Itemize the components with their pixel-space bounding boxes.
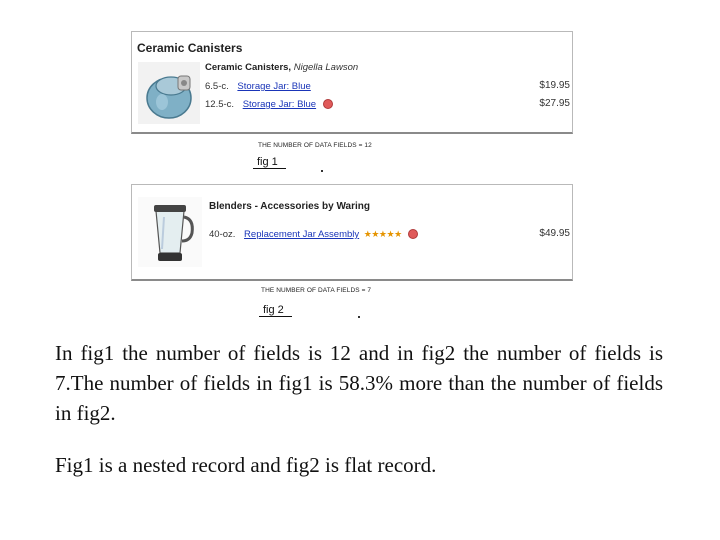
target-icon	[408, 229, 418, 239]
fig2-title: Blenders - Accessories by Waring	[209, 201, 370, 212]
fig1-row-2-size: 12.5-c.	[205, 99, 235, 110]
fig2-field-count-note: THE NUMBER OF DATA FIELDS = 7	[261, 287, 372, 294]
conclusion-paragraph: Fig1 is a nested record and fig2 is flat record.	[55, 453, 437, 477]
fig1-row-1-link[interactable]: Storage Jar: Blue	[237, 81, 311, 92]
fig1-row-2-link[interactable]: Storage Jar: Blue	[242, 99, 317, 110]
fig2-row	[209, 229, 418, 240]
fig1-row-2-price: $27.95	[539, 98, 570, 109]
fig1-caption: fig 1	[253, 157, 286, 169]
fig2-size: 40-oz.	[209, 229, 236, 240]
fig1-product-name: Ceramic Canisters,	[205, 62, 292, 73]
blender-jar-image	[138, 197, 202, 267]
fig1-product-line	[205, 62, 358, 73]
rating-stars: ★★★★★	[363, 229, 402, 239]
explanation-paragraph: In fig1 the number of fields is 12 and in fig2 the number of fields is 7.The number of fields in fig1 is 58.3% more than the number of fields in fig2.	[55, 341, 663, 425]
fig1-row-1-price: $19.95	[539, 80, 570, 91]
canister-image	[138, 62, 200, 124]
target-icon	[323, 99, 333, 109]
fig1-author: Nigella Lawson	[293, 62, 359, 73]
fig1-row-1	[205, 81, 311, 92]
fig1-record-panel	[131, 31, 573, 134]
fig1-row-1-size: 6.5-c.	[205, 81, 229, 92]
fig1-row-2	[205, 99, 333, 110]
fig2-link[interactable]: Replacement Jar Assembly	[244, 229, 360, 240]
dot-mark	[321, 170, 323, 172]
fig2-price: $49.95	[539, 228, 570, 239]
dot-mark	[358, 316, 360, 318]
fig1-title: Ceramic Canisters	[137, 41, 243, 55]
fig2-caption: fig 2	[259, 305, 292, 317]
fig1-field-count-note: THE NUMBER OF DATA FIELDS = 12	[258, 142, 372, 149]
fig2-record-panel	[131, 184, 573, 281]
